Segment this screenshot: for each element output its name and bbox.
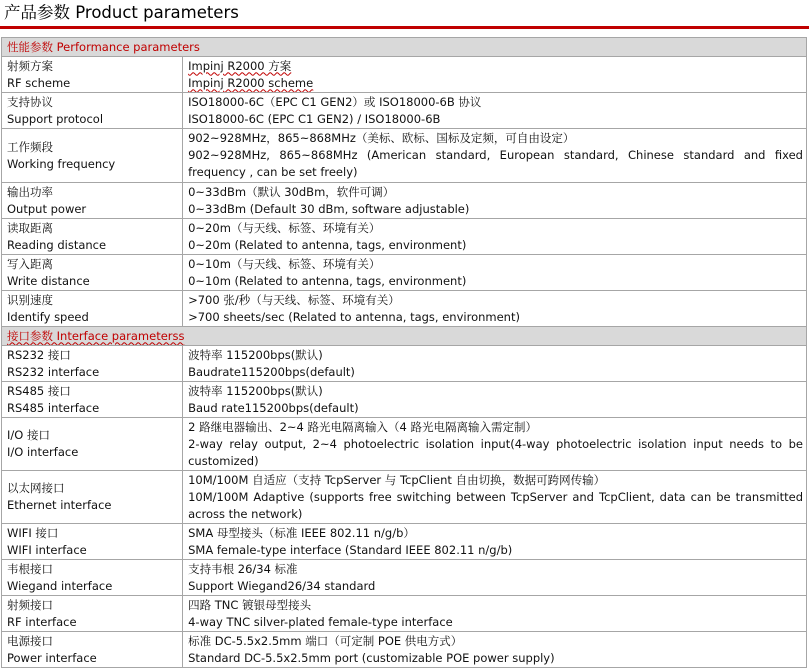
table-row-working-frequency — [2, 129, 807, 183]
row-value: Impinj R2000 方案 Impinj R2000 scheme — [183, 57, 807, 93]
row-value: 2 路继电器输出、2~4 路光电隔离输入（4 路光电隔离输入需定制） 2-way relay output, 2~4 photoelectric isolation input(4-way photoelectric isolation input needs to be customized) — [183, 418, 807, 471]
row-value: SMA 母型接头（标准 IEEE 802.11 n/g/b） SMA female-type interface (Standard IEEE 802.11 n/g/b) — [183, 524, 807, 560]
row-label: 韦根接口 Wiegand interface — [2, 560, 183, 596]
table-row-write-distance — [2, 255, 807, 291]
section-interface-header — [2, 327, 807, 346]
table-row-ethernet — [2, 471, 807, 524]
row-value: 902~928MHz，865~868MHz（美标、欧标、国标及定频，可自由设定） 902~928MHz, 865~868MHz (American standard, European standard, Chinese standard and fixed frequency , can be set freely) — [183, 129, 807, 183]
table-row-rf-interface — [2, 596, 807, 632]
row-value: 支持韦根 26/34 标准 Support Wiegand26/34 standard — [183, 560, 807, 596]
table-row-reading-distance — [2, 219, 807, 255]
table-row-identify-speed — [2, 291, 807, 327]
table-row-rs485 — [2, 382, 807, 418]
row-value: 波特率 115200bps(默认) Baudrate115200bps(default) — [183, 346, 807, 382]
row-value: >700 张/秒（与天线、标签、环境有关） >700 sheets/sec (Related to antenna, tags, environment) — [183, 291, 807, 327]
row-label: 识别速度 Identify speed — [2, 291, 183, 327]
row-value: 标准 DC-5.5x2.5mm 端口（可定制 POE 供电方式） Standard DC-5.5x2.5mm port (customizable POE power supply) — [183, 632, 807, 668]
table-row-output-power — [2, 183, 807, 219]
table-row-wifi — [2, 524, 807, 560]
row-label: 读取距离 Reading distance — [2, 219, 183, 255]
section-heading: 性能参数 Performance parameters — [2, 38, 807, 57]
row-label: WIFI 接口 WIFI interface — [2, 524, 183, 560]
row-label: 射频方案 RF scheme — [2, 57, 183, 93]
row-label: 输出功率 Output power — [2, 183, 183, 219]
document-title: 产品参数 Product parameters — [4, 3, 239, 22]
row-value: 波特率 115200bps(默认) Baud rate115200bps(default) — [183, 382, 807, 418]
table-row-wiegand — [2, 560, 807, 596]
row-label: 射频接口 RF interface — [2, 596, 183, 632]
row-value: 0~10m（与天线、标签、环境有关） 0~10m (Related to antenna, tags, environment) — [183, 255, 807, 291]
table-row-rf-scheme — [2, 57, 807, 93]
section-heading: 接口参数 Interface parameterss — [2, 327, 807, 346]
title-underline-rule — [0, 26, 809, 29]
row-label: 电源接口 Power interface — [2, 632, 183, 668]
row-label: I/O 接口 I/O interface — [2, 418, 183, 471]
parameters-table — [1, 37, 807, 668]
row-value: 10M/100M 自适应（支持 TcpServer 与 TcpClient 自由切换，数据可跨网传输） 10M/100M Adaptive (supports free switching between TcpServer and TcpClient, data can be transmitted across the network) — [183, 471, 807, 524]
row-label: RS232 接口 RS232 interface — [2, 346, 183, 382]
row-label: RS485 接口 RS485 interface — [2, 382, 183, 418]
row-label: 支持协议 Support protocol — [2, 93, 183, 129]
table-row-rs232 — [2, 346, 807, 382]
row-label: 写入距离 Write distance — [2, 255, 183, 291]
row-value: 四路 TNC 镀银母型接头 4-way TNC silver-plated female-type interface — [183, 596, 807, 632]
table-row-support-protocol — [2, 93, 807, 129]
row-value: ISO18000-6C（EPC C1 GEN2）或 ISO18000-6B 协议 ISO18000-6C (EPC C1 GEN2) / ISO18000-6B — [183, 93, 807, 129]
row-label: 工作频段 Working frequency — [2, 129, 183, 183]
row-value: 0~33dBm（默认 30dBm，软件可调） 0~33dBm (Default 30 dBm, software adjustable) — [183, 183, 807, 219]
table-row-power-interface — [2, 632, 807, 668]
row-value: 0~20m（与天线、标签、环境有关） 0~20m (Related to antenna, tags, environment) — [183, 219, 807, 255]
section-performance-header — [2, 38, 807, 57]
row-label: 以太网接口 Ethernet interface — [2, 471, 183, 524]
table-row-io — [2, 418, 807, 471]
